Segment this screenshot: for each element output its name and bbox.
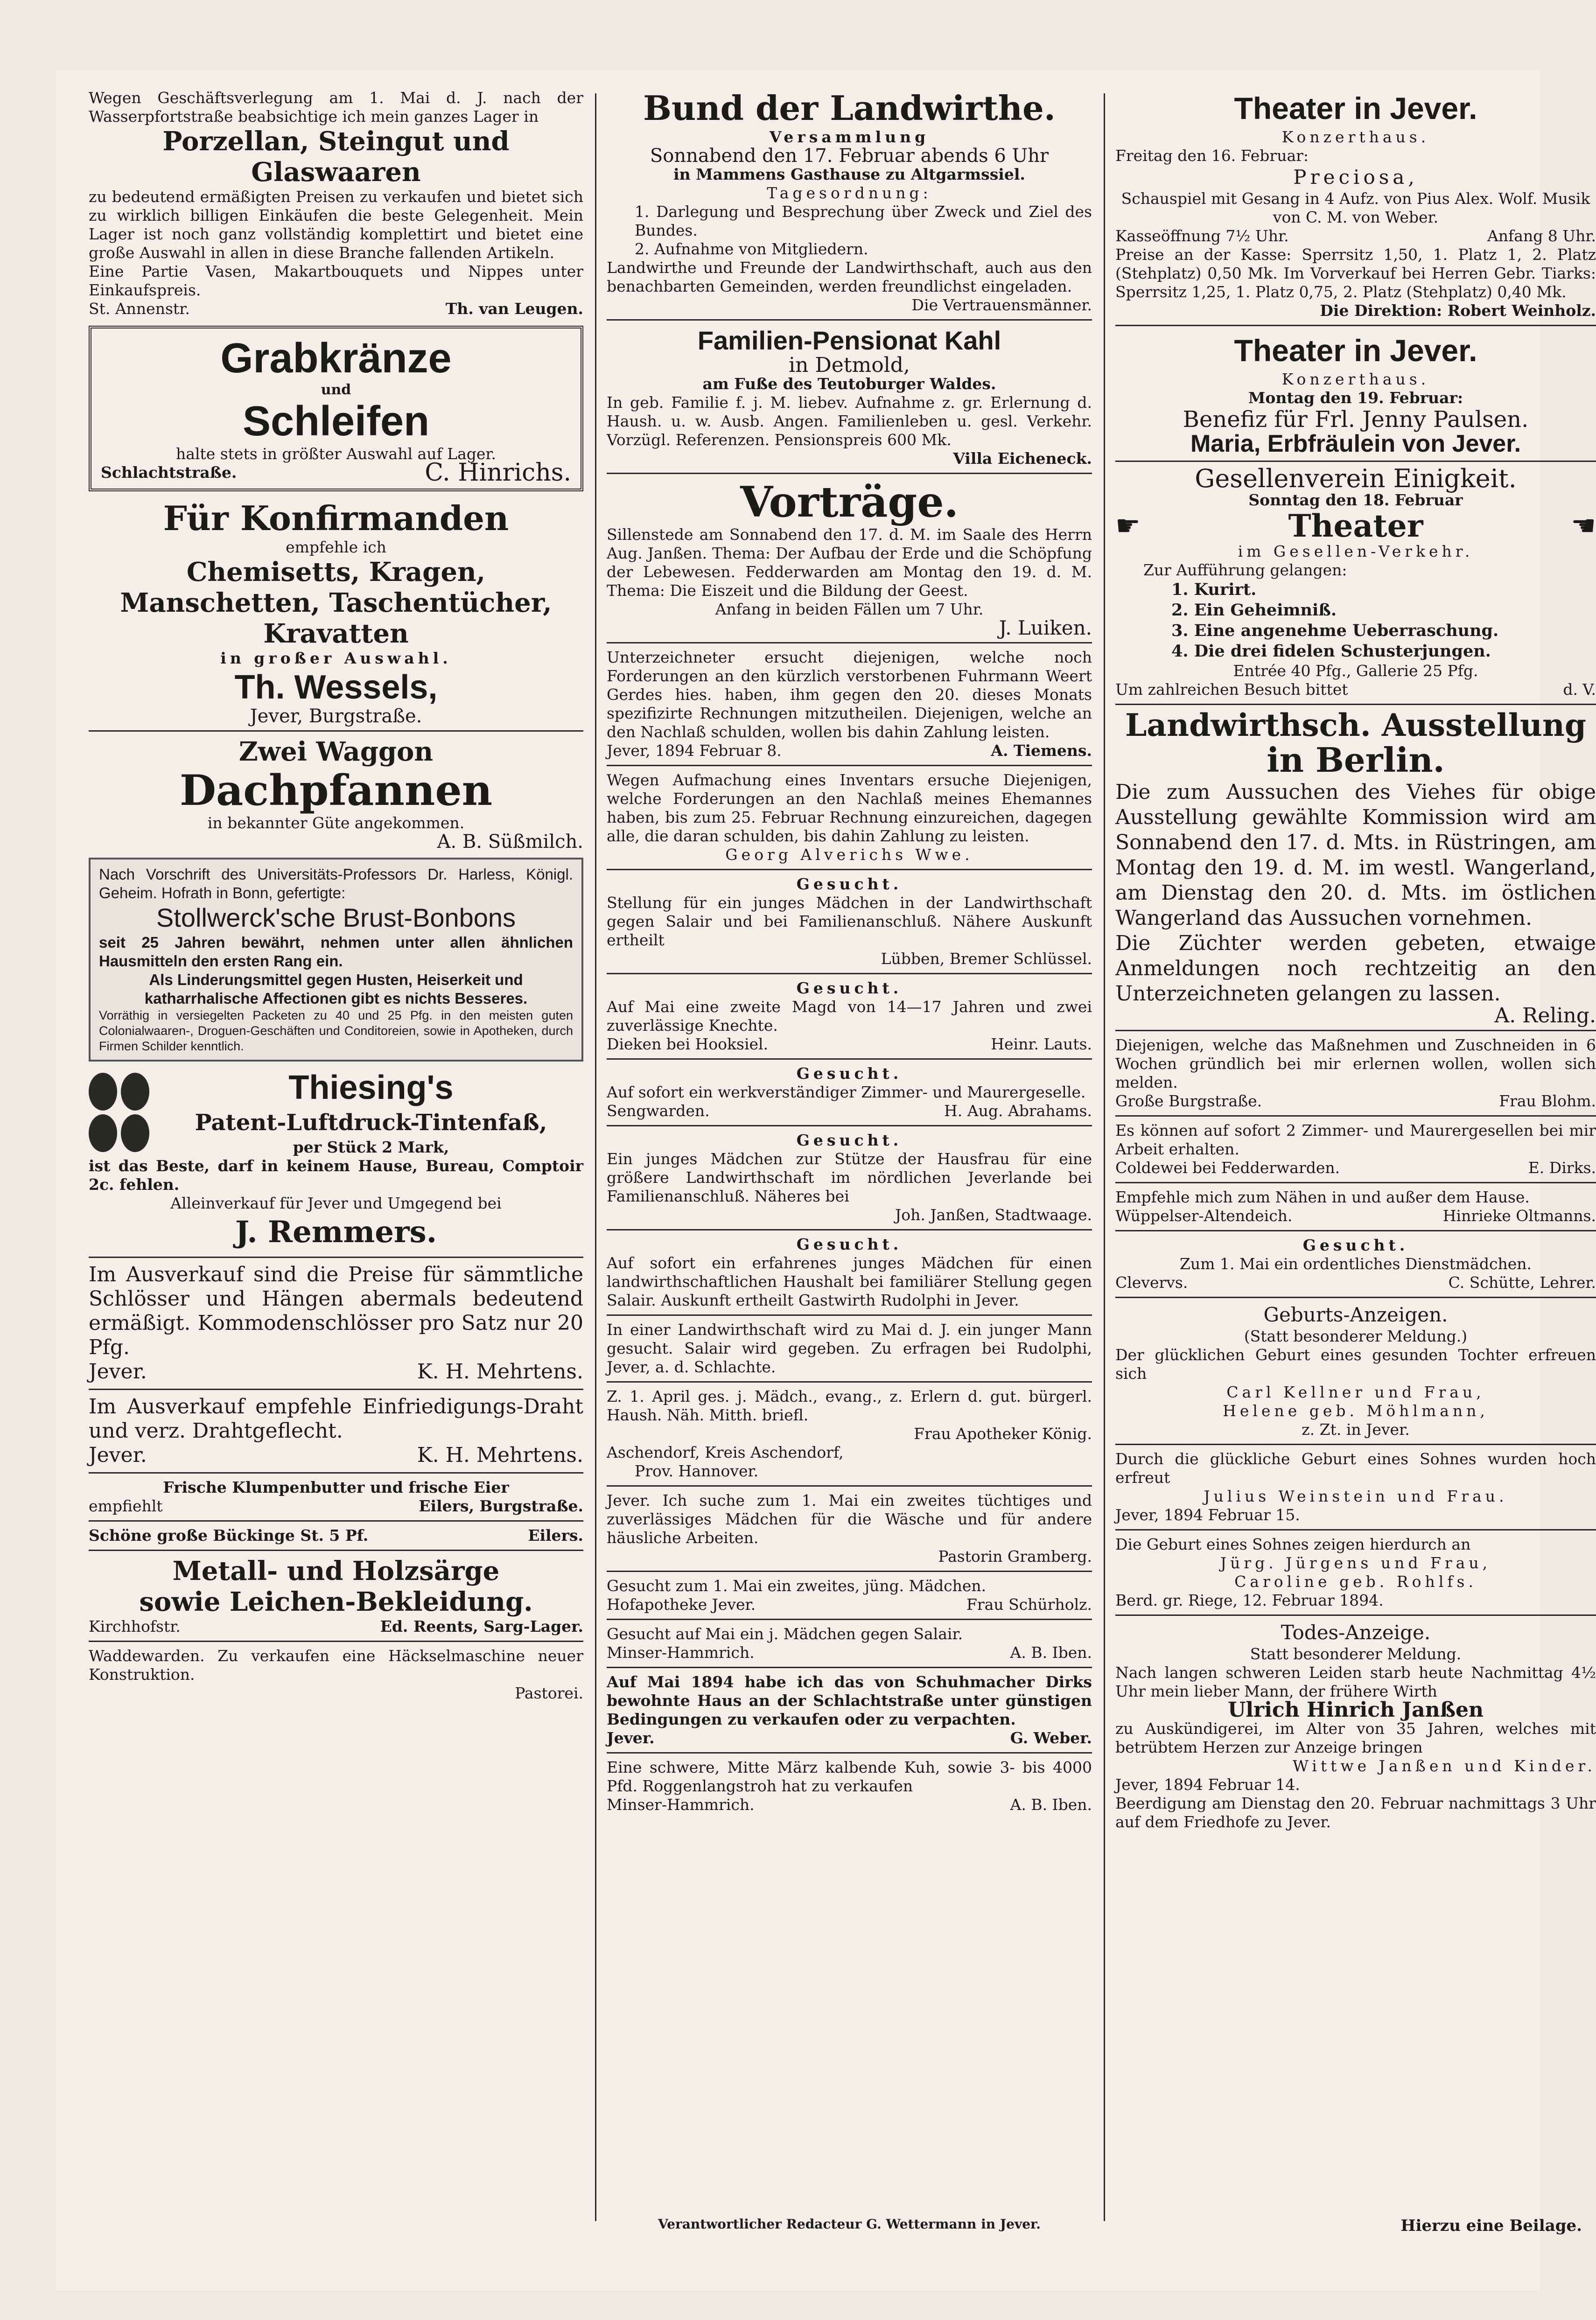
ad-signature: Eilers, Burgstraße.	[419, 1497, 583, 1515]
ad-headline: Chemisetts, Kragen,	[186, 557, 486, 587]
ad-headline: Geburts-Anzeigen.	[1263, 1303, 1448, 1326]
ad-signature: Villa Eicheneck.	[953, 449, 1092, 468]
ad-headline: Landwirthsch. Ausstellung	[1125, 707, 1586, 743]
ad-waddewarden	[89, 1647, 583, 1703]
ad-grabkraenze	[89, 326, 583, 491]
ad-text: zu Auskündigerei, im Alter von 35 Jahren, welches mit betrübtem Herzen zur Anzeige bringen	[1115, 1719, 1596, 1756]
ad-text: Landwirthe und Freunde der Landwirthschaft, auch aus den benachbarten Gemeinden, werden freundlichst eingeladen.	[607, 259, 1092, 295]
ad-address: Große Burgstraße.	[1115, 1092, 1262, 1110]
ad-text: Auf sofort ein werkverständiger Zimmer- und Maurergeselle.	[607, 1083, 1086, 1101]
divider	[89, 1472, 583, 1474]
ad-blohm	[1115, 1036, 1596, 1111]
ad-date: Jever, 1894 Februar 14.	[1115, 1775, 1300, 1794]
ad-signature: d. V.	[1563, 680, 1596, 699]
ad-theater-1	[1115, 89, 1596, 320]
agenda-item: 1. Darlegung und Besprechung über Zweck und Ziel des Bundes.	[635, 203, 1092, 239]
ad-todes-anzeige	[1115, 1621, 1596, 1831]
ad-headline: in Berlin.	[1267, 740, 1445, 780]
ad-date: Montag den 19. Februar:	[1248, 389, 1463, 407]
ad-address: Wüppelser-Altendeich.	[1115, 1207, 1293, 1225]
ad-buecklinge	[89, 1526, 583, 1545]
ad-porzellan	[89, 89, 583, 318]
divider	[607, 1229, 1092, 1230]
ad-headline: Patent-Luftdruck-Tintenfaß,	[195, 1110, 547, 1136]
divider	[607, 869, 1092, 870]
ad-tiemens	[607, 648, 1092, 760]
ad-headline: Theater in Jever.	[1234, 91, 1477, 126]
ad-date: Freitag den 16. Februar:	[1115, 147, 1309, 165]
ad-signature: J. Luiken.	[999, 616, 1092, 639]
ad-alverichs	[607, 771, 1092, 864]
ad-weber	[607, 1673, 1092, 1747]
ad-text: Preise an der Kasse: Sperrsitz 1,50, 1. Platz 1, 2. Platz (Stehplatz) 0,50 Mk. Im Vorverkauf bei Herren Gebr. Tiarks: Sperrsitz 1,25, 1. Platz 0,75, 2. Platz (Stehplatz) 0,40 Mk.	[1115, 245, 1596, 301]
ad-text: in großer Auswahl.	[220, 649, 452, 667]
ad-text: Eine schwere, Mitte März kalbende Kuh, sowie 3- bis 4000 Pfd. Roggenlangstroh hat zu verkaufen	[607, 1758, 1092, 1795]
divider	[607, 1485, 1092, 1487]
ad-signature: A. Reling.	[1494, 1004, 1596, 1027]
ad-address: Jever.	[89, 1360, 147, 1384]
ink-bottles-illustration	[89, 1073, 149, 1152]
ad-schuerholz	[607, 1577, 1092, 1614]
pointing-hand-left-icon: ☚	[1571, 510, 1596, 542]
ad-signature: C. Hinrichs.	[425, 459, 571, 487]
ad-text: Zur Aufführung gelangen:	[1143, 561, 1347, 579]
ad-text: Wegen Geschäftsverlegung am 1. Mai d. J. nach der Wasserpfortstraße beabsichtige ich mein ganzes Lager in	[89, 89, 583, 126]
ad-signature: J. Remmers.	[235, 1215, 437, 1250]
ad-headline: Metall- und Holzsärge	[172, 1556, 500, 1586]
ad-signature: Th. van Leugen.	[445, 300, 583, 318]
ad-text: Die zum Aussuchen des Viehes für obige Ausstellung gewählte Kommission wird am Sonnabend den 17. d. Mts. in Rüstringen, am Montag den 19. d. M. im westl. Wangerland, am Dienstag den 20. d. Mts. im östlichen Wangerland das Aussuchen vornehmen.	[1115, 780, 1596, 930]
divider	[607, 765, 1092, 766]
divider	[89, 1389, 583, 1390]
ad-text: und	[321, 382, 351, 398]
ad-headline: Zwei Waggon	[238, 736, 434, 767]
ad-signature: A. B. Iben.	[1010, 1643, 1092, 1662]
ad-address: Coldewei bei Fedderwarden.	[1115, 1159, 1340, 1177]
divider	[89, 1520, 583, 1522]
ad-signature: A. B. Iben.	[1010, 1796, 1092, 1814]
ad-pensionat	[607, 325, 1092, 468]
ad-address: Sengwarden.	[607, 1102, 710, 1120]
ad-text: Gesucht auf Mai ein j. Mädchen gegen Salair.	[607, 1625, 963, 1643]
ad-text: Auf Mai eine zweite Magd von 14—17 Jahren und zwei zuverlässige Knechte.	[607, 998, 1092, 1034]
divider	[607, 1752, 1092, 1754]
ad-dirks	[1115, 1121, 1596, 1177]
ad-text: Anfang in beiden Fällen um 7 Uhr.	[715, 600, 984, 618]
ad-headline: Gesucht.	[1302, 1236, 1409, 1254]
ad-text: Eine Partie Vasen, Makartbouquets und Nippes unter Einkaufspreis.	[89, 262, 583, 299]
ad-text: Konzerthaus.	[1281, 370, 1430, 388]
ad-signature: Wittwe Janßen und Kinder.	[1292, 1757, 1596, 1775]
ad-text: Zum 1. Mai ein ordentliches Dienstmädchen.	[1180, 1255, 1532, 1273]
ad-signature: Eilers.	[528, 1526, 583, 1544]
divider	[607, 1619, 1092, 1620]
ad-signature: A. Tiemens.	[991, 741, 1092, 760]
ad-text: z. Zt. in Jever.	[1302, 1420, 1410, 1439]
ad-signature: Pastorin Gramberg.	[938, 1547, 1092, 1565]
ad-text: Waddewarden. Zu verkaufen eine Häckselmaschine neuer Konstruktion.	[89, 1647, 583, 1684]
ad-text: Gesucht zum 1. Mai ein zweites, jüng. Mädchen.	[607, 1577, 987, 1595]
ad-koenig	[607, 1387, 1092, 1481]
divider	[607, 1314, 1092, 1316]
pointing-hand-right-icon: ☛	[1115, 510, 1141, 542]
ad-gesucht-5	[607, 1235, 1092, 1310]
ad-address: Jever.	[89, 1443, 147, 1467]
divider	[607, 973, 1092, 974]
ad-rudolphi	[607, 1321, 1092, 1377]
ad-signature: G. Weber.	[1010, 1729, 1092, 1747]
ad-address: Schlachtstraße.	[101, 463, 237, 482]
ad-signature: Heinr. Lauts.	[991, 1035, 1092, 1053]
ad-text: Auf Mai 1894 habe ich das von Schuhmacher Dirks bewohnte Haus an der Schlachtstraße unter günstigen Bedingungen zu verkaufen oder zu verpachten.	[607, 1673, 1092, 1728]
ad-address: Minser-Hammrich.	[607, 1643, 755, 1662]
ad-headline: Gesucht.	[796, 1064, 903, 1083]
ad-signature: Caroline geb. Rohlfs.	[1234, 1572, 1477, 1591]
ad-headline: Gesellenverein Einigkeit.	[1195, 464, 1517, 493]
supplement-note: Hierzu eine Beilage.	[1400, 2216, 1582, 2235]
ad-headline: Gesucht.	[796, 875, 903, 893]
divider	[1115, 1529, 1596, 1530]
ad-text: in Detmold,	[789, 353, 910, 377]
ad-headline: Familien-Pensionat Kahl	[697, 326, 1001, 355]
ad-text: Z. 1. April ges. j. Mädch., evang., z. Erlern d. gut. bürgerl. Haush. Näh. Mitth. briefl.	[607, 1387, 1092, 1424]
ad-date: Sonntag den 18. Februar	[1248, 491, 1463, 509]
column-left	[89, 89, 583, 1703]
divider	[607, 1058, 1092, 1060]
agenda-item: 2. Aufnahme von Mitgliedern.	[635, 240, 868, 258]
ad-signature: E. Dirks.	[1528, 1159, 1596, 1177]
ad-iben-1	[607, 1625, 1092, 1662]
page-footer	[56, 2216, 1582, 2244]
ad-text: Nach Vorschrift des Universitäts-Professors Dr. Harless, Königl. Geheim. Hofrath in Bonn, gefertigte:	[99, 866, 573, 901]
divider	[89, 1550, 583, 1551]
ad-signature: Carl Kellner und Frau,	[1226, 1383, 1485, 1401]
divider	[1115, 704, 1596, 705]
ad-stollwerck	[89, 858, 583, 1062]
ad-signature: Hinrieke Oltmanns.	[1442, 1207, 1596, 1225]
ad-headline: Kravatten	[263, 618, 409, 649]
ad-headline: Vorträge.	[740, 477, 959, 527]
divider	[89, 1257, 583, 1258]
ad-headline: Bund der Landwirthe.	[643, 88, 1056, 128]
divider	[1115, 1297, 1596, 1298]
ad-address: Clevervs.	[1115, 1273, 1188, 1292]
ad-text: Vorräthig in versiegelten Packeten zu 40 und 25 Pfg. in den meisten guten Colonialwaaren-, Droguen-Geschäften und Conditoreien, sowie in Apotheken, durch Firmen Schilder kenntlich.	[99, 1008, 573, 1053]
ad-text: Frische Klumpenbutter und frische Eier	[163, 1478, 509, 1496]
ad-signature: Pastorei.	[515, 1684, 583, 1702]
divider	[1115, 1182, 1596, 1183]
ad-text: Auf sofort ein erfahrenes junges Mädchen für einen landwirthschaftlichen Haushalt bei familiärer Stellung gegen Salair. Auskunft ertheilt Gastwirth Rudolphi in Jever.	[607, 1254, 1092, 1309]
ad-geburts-anzeigen	[1115, 1303, 1596, 1610]
ad-signature: Die Direktion: Robert Weinholz.	[1320, 301, 1596, 320]
ad-headline: Preciosa,	[1293, 166, 1418, 189]
ad-signature: Lübben, Bremer Schlüssel.	[881, 950, 1092, 968]
ad-text: Kasseöffnung 7½ Uhr.	[1115, 227, 1289, 245]
ad-text: Konzerthaus.	[1281, 128, 1430, 146]
ad-text: Als Linderungsmittel gegen Husten, Heiserkeit und katharrhalische Affectionen gibt es nichts Besseres.	[144, 971, 528, 1007]
ad-headline: Gesucht.	[796, 1235, 903, 1253]
ad-text: Tagesordnung:	[767, 184, 932, 202]
editor-line: Verantwortlicher Redacteur G. Wettermann in Jever.	[658, 2216, 1041, 2232]
ad-text: Empfehle mich zum Nähen in und außer dem Hause.	[1115, 1188, 1530, 1206]
divider	[1115, 1030, 1596, 1031]
ad-dachpfannen	[89, 736, 583, 851]
ad-text: am Fuße des Teutoburger Waldes.	[702, 375, 996, 393]
ad-thiesing	[89, 1068, 583, 1252]
ad-headline: Maria, Erbfräulein von Jever.	[1190, 430, 1521, 457]
ad-vortraege	[607, 479, 1092, 637]
ad-headline: Für Konfirmanden	[163, 498, 509, 538]
ad-theater-2	[1115, 331, 1596, 456]
ad-signature: Joh. Janßen, Stadtwaage.	[895, 1206, 1092, 1224]
ad-signature: Ed. Reents, Sarg-Lager.	[380, 1617, 583, 1635]
ad-text: zu bedeutend ermäßigten Preisen zu verkaufen und bietet sich zu wirklich billigen Einkäufen die beste Gelegenheit. Mein Lager ist noch ganz vollständig komplettirt und bietet eine große Auswahl in allen in diese Branche fallenden Artikeln.	[89, 188, 583, 262]
divider	[607, 642, 1092, 643]
column-rule	[1104, 93, 1105, 2221]
ad-text: Beerdigung am Dienstag den 20. Februar nachmittags 3 Uhr auf dem Friedhofe zu Jever.	[1115, 1794, 1596, 1831]
ad-headline: Schleifen	[242, 398, 430, 445]
ad-text: seit 25 Jahren bewährt, nehmen unter allen ähnlichen Hausmitteln den ersten Rang ein.	[99, 934, 573, 970]
divider	[1115, 1115, 1596, 1117]
ad-headline: Manschetten, Taschentücher,	[120, 587, 552, 618]
divider	[89, 730, 583, 732]
divider	[607, 1667, 1092, 1668]
ad-date: Berd. gr. Riege, 12. Februar 1894.	[1115, 1591, 1384, 1609]
ad-text: Im Ausverkauf empfehle Einfriedigungs-Draht und verz. Drahtgeflecht.	[89, 1395, 583, 1443]
ad-signature: Julius Weinstein und Frau.	[1204, 1487, 1508, 1505]
divider	[89, 1641, 583, 1642]
ad-headline: Benefiz für Frl. Jenny Paulsen.	[1183, 406, 1529, 433]
divider	[1115, 1614, 1596, 1616]
ad-gesucht-2	[607, 979, 1092, 1054]
ad-text: In einer Landwirthschaft wird zu Mai d. J. ein junger Mann gesucht. Salair wird gegeben. Zu erfragen bei Rudolphi, Jever, a. d. Schlachte.	[607, 1321, 1092, 1376]
ad-address: Dieken bei Hooksiel.	[607, 1035, 769, 1053]
ad-headline: Grabkränze	[220, 335, 452, 382]
newspaper-page	[56, 70, 1596, 2291]
ad-address: Minser-Hammrich.	[607, 1796, 755, 1814]
ad-text: Anfang 8 Uhr.	[1487, 227, 1596, 245]
ad-text: Sillenstede am Sonnabend den 17. d. M. im Saale des Herrn Aug. Janßen. Thema: Der Aufbau der Erde und die Schöpfung der Lebewesen. Fedderwarden am Montag den 19. d. M. Thema: Die Eiszeit und die Bildung der Geest.	[607, 525, 1092, 600]
ad-konfirmanden	[89, 499, 583, 726]
ad-text: Alleinverkauf für Jever und Umgegend bei	[170, 1194, 502, 1212]
ad-text: Der glücklichen Geburt eines gesunden Tochter erfreuen sich	[1115, 1346, 1596, 1383]
ad-headline: Gesucht.	[796, 1131, 903, 1149]
ad-headline: Todes-Anzeige.	[1281, 1621, 1431, 1644]
ad-butter	[89, 1478, 583, 1516]
ad-text: Sonnabend den 17. Februar abends 6 Uhr	[650, 145, 1049, 167]
ad-address: St. Annenstr.	[89, 300, 190, 318]
program-item: 3. Eine angenehme Ueberraschung.	[1171, 621, 1499, 640]
ad-gesucht-1	[607, 875, 1092, 968]
ad-headline: Thiesing's	[288, 1069, 454, 1106]
deceased-name: Ulrich Hinrich Janßen	[1227, 1698, 1484, 1722]
program-item: 1. Kurirt.	[1171, 580, 1257, 599]
ad-text: Versammlung	[769, 128, 930, 146]
ad-oltmanns	[1115, 1188, 1596, 1225]
ad-text: In geb. Familie f. j. M. liebev. Aufnahme z. gr. Erlernung d. Haush. u. w. Ausb. Angen. Familienleben u. gesl. Verkehr. Vorzügl. Referenzen. Pensionspreis 600 Mk.	[607, 393, 1092, 449]
ad-address: Prov. Hannover.	[635, 1462, 759, 1480]
ad-signature: Frau Schürholz.	[966, 1595, 1092, 1614]
ad-gesellenverein	[1115, 464, 1596, 699]
ad-headline: Stollwerck'sche Brust-Bonbons	[156, 903, 516, 932]
program-item: 2. Ein Geheimniß.	[1171, 601, 1337, 620]
ad-headline: Gesucht.	[796, 979, 903, 997]
ad-ausverkauf-schloesser	[89, 1263, 583, 1384]
divider	[1115, 1444, 1596, 1445]
ad-text: Durch die glückliche Geburt eines Sohnes wurden hoch erfreut	[1115, 1450, 1596, 1487]
ad-text: Entrée 40 Pfg., Gallerie 25 Pfg.	[1233, 662, 1478, 680]
ad-signature: A. B. Süßmilch.	[437, 831, 583, 853]
divider	[1115, 1230, 1596, 1231]
ad-text: Ein junges Mädchen zur Stütze der Hausfrau für eine größere Landwirthschaft im nördlichen Jeverlande bei Familienanschluß. Näheres bei	[607, 1150, 1092, 1205]
ad-text: Schauspiel mit Gesang in 4 Aufz. von Pius Alex. Wolf. Musik von C. M. von Weber.	[1121, 189, 1590, 226]
program-item: 4. Die drei fidelen Schusterjungen.	[1171, 642, 1491, 661]
ad-headline: sowie Leichen-Bekleidung.	[139, 1586, 533, 1617]
ad-headline: Theater in Jever.	[1234, 333, 1477, 368]
ad-headline: Dachpfannen	[179, 766, 493, 815]
ad-signature: Th. Wessels,	[234, 669, 438, 706]
ad-text: Jever. Ich suche zum 1. Mai ein zweites tüchtiges und zuverlässiges Mädchen für die Wäsche und für andere häusliche Arbeiten.	[607, 1491, 1092, 1547]
divider	[1115, 325, 1596, 326]
ad-signature: K. H. Mehrtens.	[417, 1360, 583, 1384]
column-right	[1115, 89, 1596, 1831]
ad-signature: K. H. Mehrtens.	[417, 1443, 583, 1467]
ad-text: Unterzeichneter ersucht diejenigen, welche noch Forderungen an den kürzlich verstorbenen Fuhrmann Weert Gerdes hies. haben, ihm gegen den 20. dieses Monats spezifizirte Rechnungen mitzutheilen. Diejenigen, welche an den Nachlaß schulden, wollen bis dahin Zahlung leisten.	[607, 648, 1092, 741]
column-rule	[595, 93, 596, 2221]
ad-text: in Mammens Gasthause zu Altgarmssiel.	[673, 165, 1025, 183]
divider	[607, 1381, 1092, 1383]
ad-ausstellung	[1115, 707, 1596, 1027]
ad-address: Kirchhofstr.	[89, 1617, 181, 1635]
ad-signature: Die Vertrauensmänner.	[911, 296, 1092, 314]
ad-signature: H. Aug. Abrahams.	[944, 1102, 1092, 1120]
divider	[607, 319, 1092, 321]
ad-text: (Statt besonderer Meldung.)	[1244, 1327, 1468, 1345]
ad-text: Stellung für ein junges Mädchen in der Landwirthschaft gegen Salair und bei Familienanschluß. Nähere Auskunft ertheilt	[607, 894, 1092, 949]
ad-bund-der-landwirthe	[607, 89, 1092, 314]
ad-signature: Frau Blohm.	[1499, 1092, 1596, 1110]
ad-signature: Jürg. Jürgens und Frau,	[1220, 1554, 1491, 1572]
divider	[607, 1125, 1092, 1126]
ad-text: Die Geburt eines Sohnes zeigen hierdurch an	[1115, 1535, 1471, 1553]
ad-text: Wegen Aufmachung eines Inventars ersuche Diejenigen, welche Forderungen an den Nachlaß meines Ehemannes haben, bis zum 25. Februar Rechnung einzureichen, dagegen alle, die daran schulden, bis dahin Zahlung zu leisten.	[607, 771, 1092, 845]
ad-signature: Georg Alverichs Wwe.	[725, 846, 973, 864]
ad-text: im Gesellen-Verkehr.	[1238, 542, 1474, 560]
ad-text: Es können auf sofort 2 Zimmer- und Maurergesellen bei mir Arbeit erhalten.	[1115, 1121, 1596, 1158]
ad-date: Jever, 1894 Februar 8.	[607, 741, 782, 760]
ad-iben-2	[607, 1758, 1092, 1814]
divider	[607, 1571, 1092, 1572]
ad-address: Jever, Burgstraße.	[250, 706, 422, 727]
ad-text: Statt besonderer Meldung.	[1250, 1645, 1462, 1663]
ad-signature: C. Schütte, Lehrer.	[1448, 1273, 1596, 1292]
ad-text: Im Ausverkauf sind die Preise für sämmtliche Schlösser und Hängen abermals bedeutend ermäßigt. Kommodenschlösser pro Satz nur 20 Pfg.	[89, 1263, 583, 1359]
divider	[607, 473, 1092, 474]
ad-date: Jever, 1894 Februar 15.	[1115, 1506, 1300, 1524]
ad-signature: Helene geb. Möhlmann,	[1223, 1402, 1489, 1420]
ad-text: ist das Beste, darf in keinem Hause, Bureau, Comptoir 2c. fehlen.	[89, 1157, 583, 1194]
ad-gramberg	[607, 1491, 1092, 1566]
ad-text: halte stets in größter Auswahl auf Lager.	[175, 445, 497, 463]
ad-text: empfiehlt	[89, 1497, 163, 1515]
ad-ausverkauf-draht	[89, 1395, 583, 1467]
ad-saerge	[89, 1556, 583, 1636]
ad-text: Schöne große Bückinge St. 5 Pf.	[89, 1526, 369, 1544]
divider	[1115, 461, 1596, 462]
ad-text: per Stück 2 Mark,	[293, 1138, 449, 1156]
ad-address: Hofapotheke Jever.	[607, 1595, 756, 1614]
column-middle	[607, 89, 1092, 1814]
ad-address: Aschendorf, Kreis Aschendorf,	[607, 1443, 844, 1461]
ad-gesucht-3	[607, 1064, 1092, 1120]
ad-headline: Theater	[1288, 508, 1423, 544]
ad-gesucht-4	[607, 1131, 1092, 1224]
ad-text: Nach langen schweren Leiden starb heute Nachmittag 4½ Uhr mein lieber Mann, der frühere Wirth	[1115, 1663, 1596, 1700]
ad-text: empfehle ich	[286, 538, 386, 556]
ad-address: Jever.	[607, 1729, 655, 1747]
ad-headline: Porzellan, Steingut und Glaswaaren	[162, 126, 510, 188]
ad-schuette	[1115, 1236, 1596, 1292]
ad-text: Diejenigen, welche das Maßnehmen und Zuschneiden in 6 Wochen gründlich bei mir erlernen wollen, wollen sich melden.	[1115, 1036, 1596, 1091]
ad-text: Die Züchter werden gebeten, etwaige Anmeldungen noch rechtzeitig an den Unterzeichneten gelangen zu lassen.	[1115, 931, 1596, 1006]
ad-text: Um zahlreichen Besuch bittet	[1115, 680, 1348, 699]
ad-text: in bekannter Güte angekommen.	[207, 814, 465, 832]
ad-signature: Frau Apotheker König.	[914, 1425, 1092, 1443]
